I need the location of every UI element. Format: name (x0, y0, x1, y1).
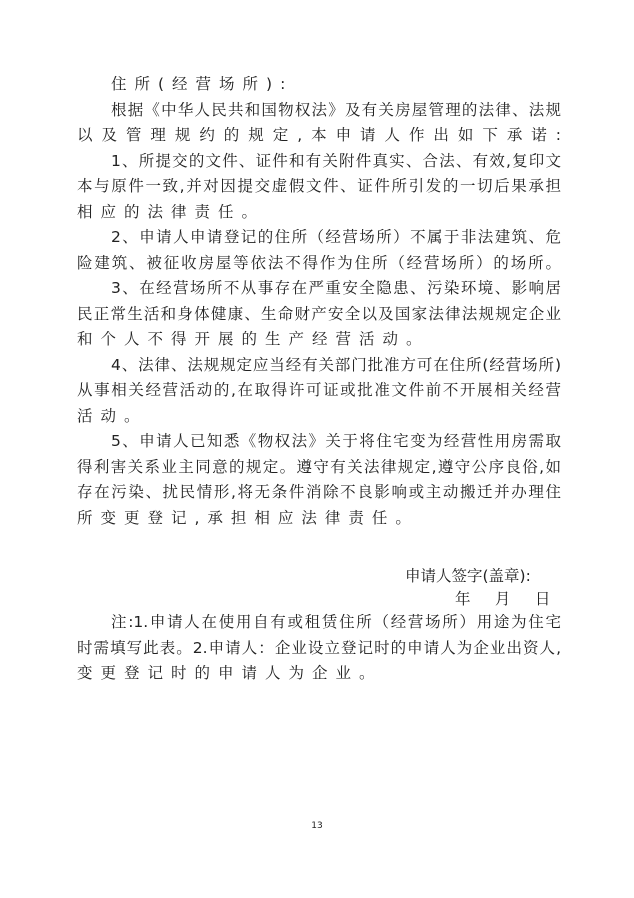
text-line: 2、申请人申请登记的住所（经营场所）不属于非法建筑、危 (111, 228, 561, 246)
text-line: 时需填写此表。2.申请人：企业设立登记时的申请人为企业出资人, (77, 638, 561, 657)
text-line: 和个人不得开展的生产经营活动。 (77, 330, 430, 348)
text-line: 相应的法律责任。 (77, 202, 266, 221)
text-line: 所变更登记,承担相应法律责任。 (77, 508, 419, 527)
text-line: 住所(经营场所): (111, 75, 294, 93)
commitment-body (77, 72, 561, 531)
text-line: 1、所提交的文件、证件和有关附件真实、合法、有效,复印文 (111, 151, 561, 170)
text-line: 5、申请人已知悉《物权法》关于将住宅变为经营性用房需取 (111, 432, 561, 450)
signature-date: 年 月 日 (455, 590, 551, 608)
page-number: 13 (311, 821, 323, 831)
text-line: 本与原件一致,并对因提交虚假文件、证件所引发的一切后果承担 (77, 177, 561, 195)
text-line: 3、在经营场所不从事存在严重安全隐患、污染环境、影响居 (111, 279, 561, 297)
text-line: 4、法律、法规规定应当经有关部门批准方可在住所(经营场所) (111, 355, 561, 374)
footnote (77, 610, 561, 687)
signature-label: 申请人签字(盖章): (405, 567, 531, 585)
text-line: 活动。 (77, 406, 148, 425)
text-line: 以及管理规约的规定,本申请人作出如下承诺: (77, 126, 561, 144)
text-line: 注:1.申请人在使用自有或租赁住所（经营场所）用途为住宅 (111, 613, 561, 631)
text-line: 民正常生活和身体健康、生命财产安全以及国家法律法规规定企业 (77, 304, 561, 323)
text-line: 从事相关经营活动的,在取得许可证或批准文件前不开展相关经营 (77, 381, 561, 399)
text-line: 根据《中华人民共和国物权法》及有关房屋管理的法律、法规 (111, 100, 561, 119)
text-line: 变更登记时的申请人为企业。 (77, 664, 383, 682)
text-line: 存在污染、扰民情形,将无条件消除不良影响或主动搬迁并办理住 (77, 483, 561, 501)
text-line: 得利害关系业主同意的规定。遵守有关法律规定,遵守公序良俗,如 (77, 457, 561, 476)
text-line: 险建筑、被征收房屋等依法不得作为住所（经营场所）的场所。 (77, 253, 561, 272)
